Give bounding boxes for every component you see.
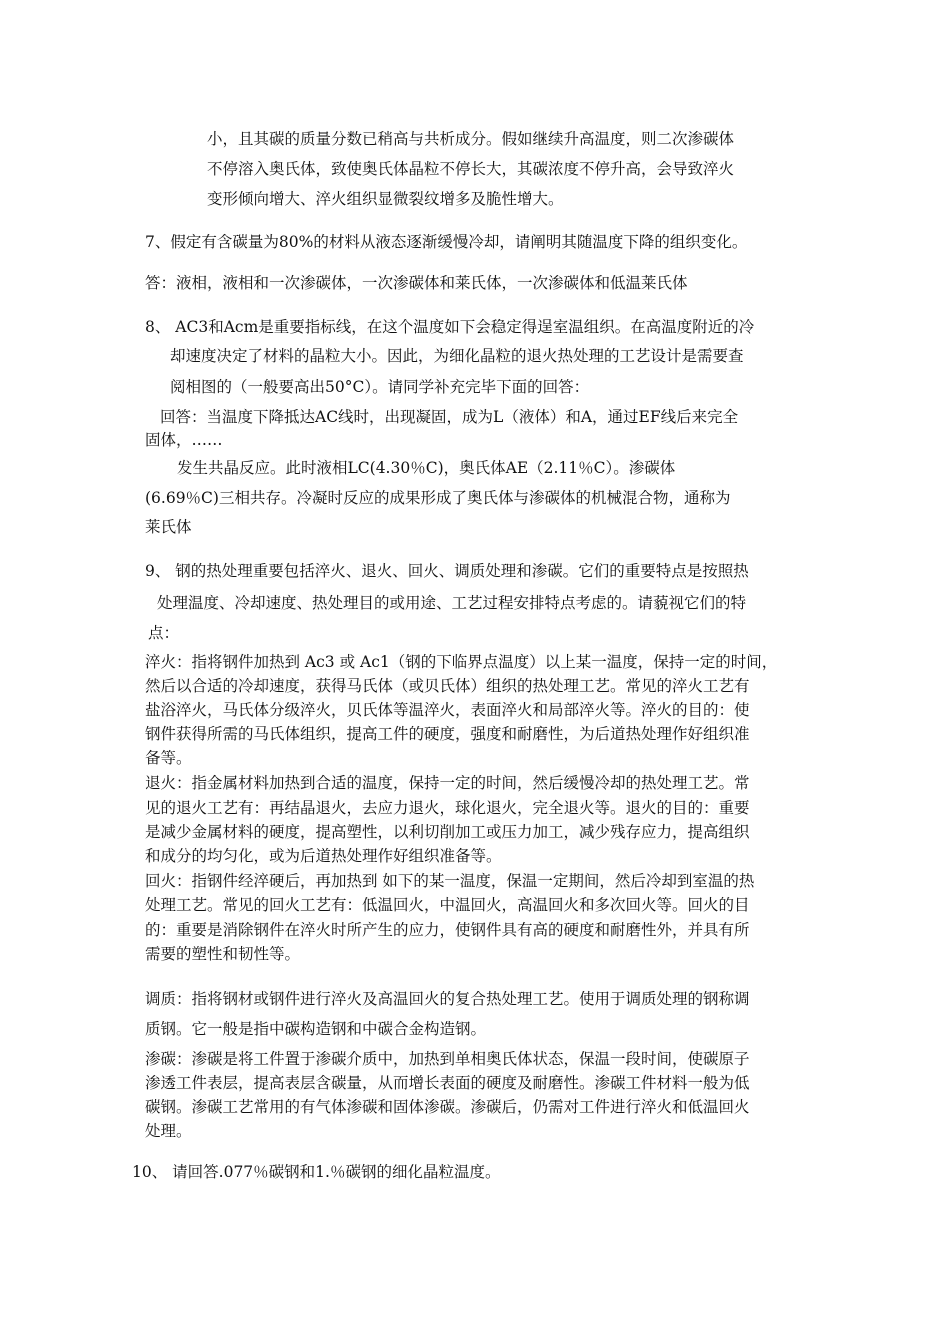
text-line: (6.69％C)三相共存。冷凝时反应的成果形成了奥氏体与渗碳体的机械混合物，通称为 xyxy=(145,489,731,507)
text-line: 处理工艺。常见的回火工艺有：低温回火，中温回火，高温回火和多次回火等。回火的目 xyxy=(145,896,750,914)
text-line: 发生共晶反应。此时液相LC(4.30％C)，奥氏体AE（2.11％C）。渗碳体 xyxy=(177,459,676,477)
text-line: 质钢。它一般是指中碳构造钢和中碳合金构造钢。 xyxy=(145,1020,487,1038)
text-line: 需要的塑性和韧性等。 xyxy=(145,945,301,963)
text-line: 是减少金属材料的硬度，提高塑性，以利切削加工或压力加工，减少残存应力，提高组织 xyxy=(145,823,750,841)
text-line: 调质：指将钢材或钢件进行淬火及高温回火的复合热处理工艺。使用于调质处理的钢称调 xyxy=(145,990,750,1008)
text-line: 退火：指金属材料加热到合适的温度，保持一定的时间，然后缓慢冷却的热处理工艺。常 xyxy=(145,774,750,792)
text-line: 10、 请回答.077％碳钢和1.％碳钢的细化晶粒温度。 xyxy=(132,1163,501,1181)
text-line: 钢件获得所需的马氏体组织，提高工件的硬度，强度和耐磨性，为后道热处理作好组织准 xyxy=(145,725,750,743)
text-line: 见的退火工艺有：再结晶退火，去应力退火，球化退火，完全退火等。退火的目的：重要 xyxy=(145,799,750,817)
text-line: 9、 钢的热处理重要包括淬火、退火、回火、调质处理和渗碳。它们的重要特点是按照热 xyxy=(145,562,749,580)
text-line: 莱氏体 xyxy=(145,518,192,536)
text-line: 阅相图的（一般要高出50°C）。请同学补充完毕下面的回答： xyxy=(170,378,590,396)
text-line: 点： xyxy=(148,624,180,642)
text-line: 和成分的均匀化，或为后道热处理作好组织准备等。 xyxy=(145,847,502,865)
text-line: 盐浴淬火，马氏体分级淬火，贝氏体等温淬火，表面淬火和局部淬火等。淬火的目的：使 xyxy=(145,701,750,719)
text-line: 处理。 xyxy=(145,1122,192,1140)
text-line: 然后以合适的冷却速度，获得马氏体（或贝氏体）组织的热处理工艺。常见的淬火工艺有 xyxy=(145,677,750,695)
text-line: 7、假定有含碳量为80%的材料从液态逐渐缓慢冷却，请阐明其随温度下降的组织变化。 xyxy=(145,233,748,251)
text-line: 小，且其碳的质量分数已稍高与共析成分。假如继续升高温度，则二次渗碳体 xyxy=(207,130,735,148)
text-line: 渗碳：渗碳是将工件置于渗碳介质中，加热到单相奥氏体状态，保温一段时间，使碳原子 xyxy=(145,1050,750,1068)
text-line: 不停溶入奥氏体，致使奥氏体晶粒不停长大，其碳浓度不停升高，会导致淬火 xyxy=(207,160,735,178)
text-line: 变形倾向增大、淬火组织显微裂纹增多及脆性增大。 xyxy=(207,190,564,208)
text-line: 淬火：指将钢件加热到 Ac3 或 Ac1（钢的下临界点温度）以上某一温度，保持一定的时间， xyxy=(145,653,778,671)
text-line: 却速度决定了材料的晶粒大小。因此，为细化晶粒的退火热处理的工艺设计是需要查 xyxy=(170,347,744,365)
text-line: 的：重要是消除钢件在淬火时所产生的应力，使钢件具有高的硬度和耐磨性外，并具有所 xyxy=(145,921,750,939)
text-line: 8、 AC3和Acm是重要指标线，在这个温度如下会稳定得逞室温组织。在高温度附近的冷 xyxy=(145,318,755,336)
text-line: 处理温度、冷却速度、热处理目的或用途、工艺过程安排特点考虑的。请藐视它们的特 xyxy=(157,594,747,612)
text-line: 备等。 xyxy=(145,749,192,767)
text-line: 回火：指钢件经淬硬后，再加热到 如下的某一温度，保温一定期间，然后冷却到室温的热 xyxy=(145,872,755,890)
text-line: 固体，…… xyxy=(145,431,223,449)
text-line: 答：液相，液相和一次渗碳体，一次渗碳体和莱氏体，一次渗碳体和低温莱氏体 xyxy=(145,274,688,292)
text-line: 回答：当温度下降抵达AC线时，出现凝固，成为L（液体）和A，通过EF线后来完全 xyxy=(160,408,739,426)
text-line: 渗透工件表层，提高表层含碳量，从而增长表面的硬度及耐磨性。渗碳工件材料一般为低 xyxy=(145,1074,750,1092)
text-line: 碳钢。渗碳工艺常用的有气体渗碳和固体渗碳。渗碳后，仍需对工件进行淬火和低温回火 xyxy=(145,1098,750,1116)
